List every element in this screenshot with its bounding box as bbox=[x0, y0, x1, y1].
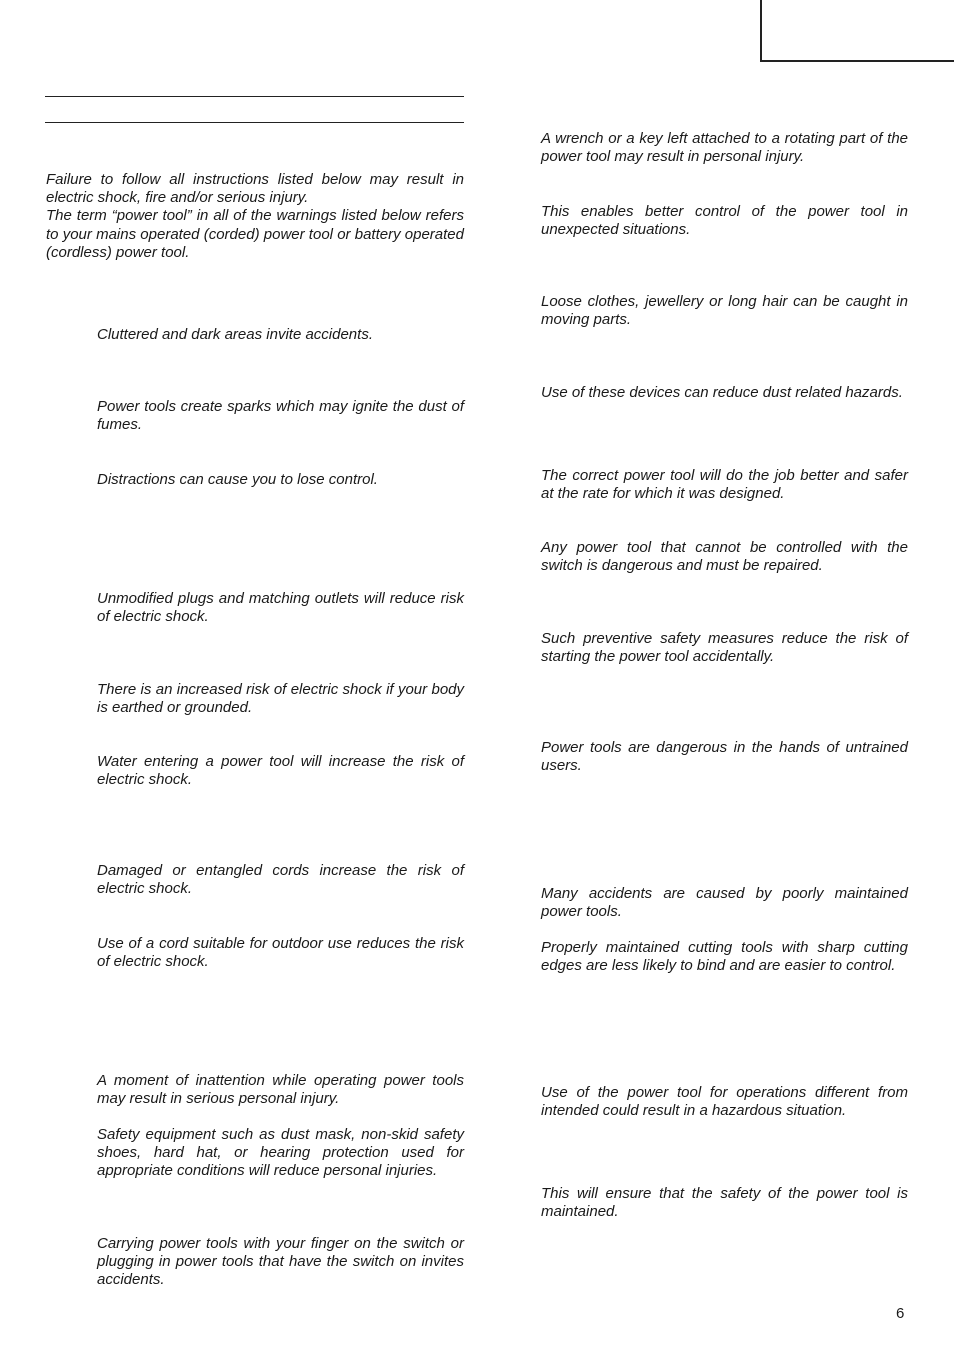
work-area-note: Cluttered and dark areas invite accidents. bbox=[97, 326, 373, 343]
distraction-note: Distractions can cause you to lose control. bbox=[97, 471, 378, 488]
service-note: This will ensure that the safety of the power tool is maintained. bbox=[541, 1185, 908, 1221]
clothing-note: Loose clothes, jewellery or long hair can be caught in moving parts. bbox=[541, 293, 908, 329]
switch-note: Any power tool that cannot be controlled with the switch is dangerous and must be repaired. bbox=[541, 539, 908, 575]
header-rule-top bbox=[45, 96, 464, 97]
outdoor-cord-note: Use of a cord suitable for outdoor use reduces the risk of electric shock. bbox=[97, 935, 464, 971]
maintenance-note: Many accidents are caused by poorly maintained power tools. bbox=[541, 885, 908, 921]
cutting-tools-note: Properly maintained cutting tools with sharp cutting edges are less likely to bind and are easier to control. bbox=[541, 939, 908, 975]
intro-warning: Failure to follow all instructions listed below may result in electric shock, fire and/or serious injury. The term “power tool” in all of the warnings listed below refers to your mains operated (corded) power tool or battery operated (cordless) power tool. bbox=[46, 171, 464, 261]
plug-note: Unmodified plugs and matching outlets will reduce risk of electric shock. bbox=[97, 590, 464, 626]
corner-language-tab bbox=[760, 0, 954, 62]
page-number: 6 bbox=[896, 1305, 905, 1322]
carrying-tools-note: Carrying power tools with your finger on the switch or plugging in power tools that have the switch on invites accidents. bbox=[97, 1235, 464, 1289]
untrained-users-note: Power tools are dangerous in the hands of untrained users. bbox=[541, 739, 908, 775]
inattention-note: A moment of inattention while operating power tools may result in serious personal injury. bbox=[97, 1072, 464, 1108]
footing-note: This enables better control of the power tool in unexpected situations. bbox=[541, 203, 908, 239]
correct-tool-note: The correct power tool will do the job better and safer at the rate for which it was designed. bbox=[541, 467, 908, 503]
intended-use-note: Use of the power tool for operations different from intended could result in a hazardous situation. bbox=[541, 1084, 908, 1120]
explosive-atmosphere-note: Power tools create sparks which may ignite the dust of fumes. bbox=[97, 398, 464, 434]
water-note: Water entering a power tool will increase the risk of electric shock. bbox=[97, 753, 464, 789]
cord-damage-note: Damaged or entangled cords increase the risk of electric shock. bbox=[97, 862, 464, 898]
header-rule-bottom bbox=[45, 122, 464, 123]
earthed-body-note: There is an increased risk of electric shock if your body is earthed or grounded. bbox=[97, 681, 464, 717]
wrench-key-note: A wrench or a key left attached to a rotating part of the power tool may result in personal injury. bbox=[541, 130, 908, 166]
safety-equipment-note: Safety equipment such as dust mask, non-skid safety shoes, hard hat, or hearing protection used for appropriate conditions will reduce personal injuries. bbox=[97, 1126, 464, 1180]
preventive-measures-note: Such preventive safety measures reduce the risk of starting the power tool accidentally. bbox=[541, 630, 908, 666]
dust-extraction-note: Use of these devices can reduce dust related hazards. bbox=[541, 384, 903, 401]
